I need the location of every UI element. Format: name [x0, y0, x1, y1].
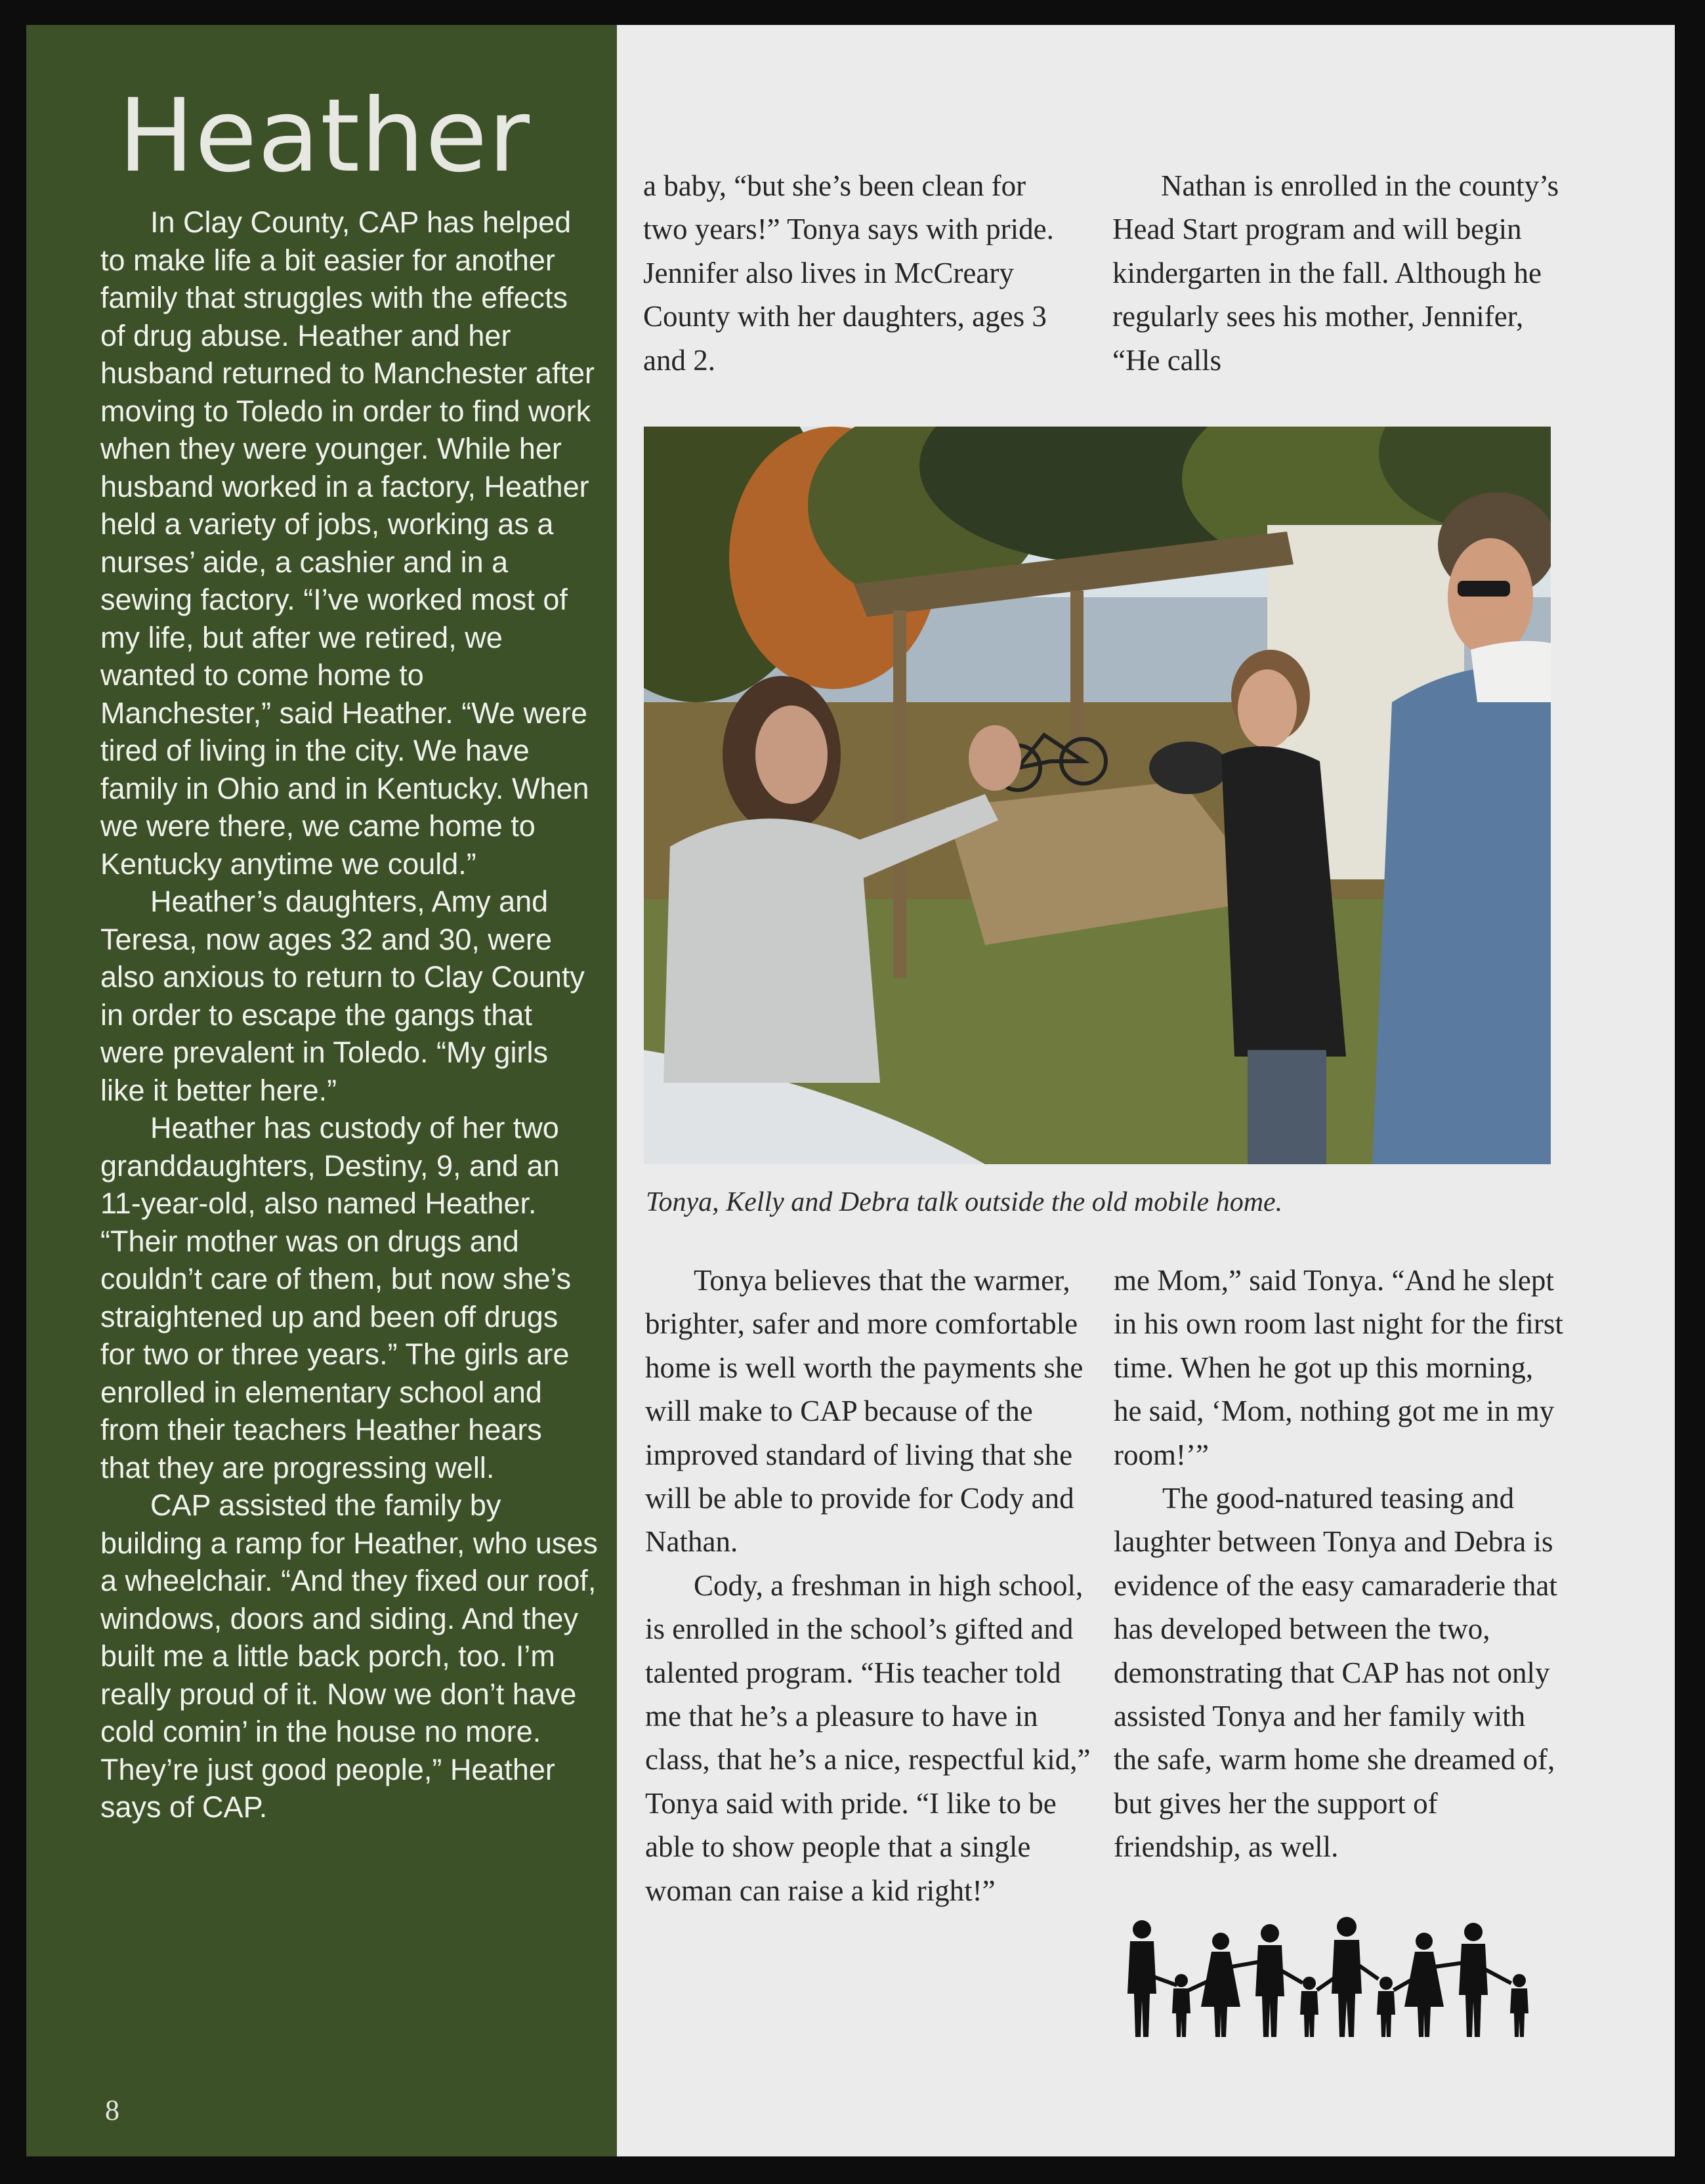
- article-paragraph: The good-natured teasing and laughter between Tonya and Debra is evidence of the easy camaraderie that has developed between the two, demonstrating that CAP has not only assisted Tonya and her family with the safe, warm home she dreamed of, but gives her the support of friendship, as well.: [1114, 1482, 1557, 1864]
- sidebar-title: Heather: [118, 77, 530, 195]
- article-column-top-right: [1112, 164, 1565, 382]
- article-photo: [644, 427, 1551, 1164]
- article-column-bottom-right: [1114, 1259, 1567, 1869]
- page-number: 8: [105, 2094, 119, 2126]
- article-column-top-left: [643, 164, 1076, 382]
- magazine-page: [26, 25, 1675, 2156]
- sidebar-paragraph: Heather’s daughters, Amy and Teresa, now ages 32 and 30, were also anxious to return to Clay County in order to escape the gangs that were prevalent in Toledo. “My girls like it better here.”: [100, 885, 585, 1107]
- article-paragraph: a baby, “but she’s been clean for two years!” Tonya says with pride. Jennifer also lives in McCreary County with her daughters, ages 3 and 2.: [643, 169, 1054, 377]
- photo-caption: Tonya, Kelly and Debra talk outside the old mobile home.: [646, 1187, 1283, 1217]
- article-column-bottom-left: [645, 1259, 1091, 1912]
- article-paragraph: me Mom,” said Tonya. “And he slept in his own room last night for the first time. When he got up this morning, he said, ‘Mom, nothing got me in my room!’”: [1114, 1264, 1563, 1471]
- article-paragraph: Nathan is enrolled in the county’s Head Start program and will begin kindergarten in the fall. Although he regularly sees his mother, Jennifer, “He calls: [1112, 169, 1559, 377]
- article-paragraph: Cody, a freshman in high school, is enrolled in the school’s gifted and talented program. “His teacher told me that he’s a pleasure to have in class, that he’s a nice, respectful kid,” Tonya said with pride. “I like to be able to show people that a single woman can raise a kid right!”: [645, 1568, 1091, 1907]
- sidebar-paragraph: Heather has custody of her two granddaughters, Destiny, 9, and an 11-year-old, also named Heather. “Their mother was on drugs and couldn’t care of them, but now she’s straightened up and been off drugs for two or three years.” The girls are enrolled in elementary school and from their teachers Heather hears that they are progressing well.: [100, 1111, 572, 1484]
- sidebar-paragraph: In Clay County, CAP has helped to make life a bit easier for another family that struggles with the effects of drug abuse. Heather and her husband returned to Manchester after moving to Toledo in order to find work when they were younger. While her husband worked in a factory, Heather held a variety of jobs, working as a nurses’ aide, a cashier and in a sewing factory. “I’ve worked most of my life, but after we retired, we wanted to come home to Manchester,” said Heather. “We were tired of living in the city. We have family in Ohio and in Kentucky. When we were there, we came home to Kentucky anytime we could.”: [100, 205, 595, 881]
- family-silhouette-icon: [1116, 1915, 1549, 2040]
- sidebar-panel: [26, 25, 617, 2156]
- sidebar-paragraph: CAP assisted the family by building a ramp for Heather, who uses a wheelchair. “And they fixed our roof, windows, doors and siding. And they built me a little back porch, too. I’m really proud of it. Now we don’t have cold comin’ in the house no more. They’re just good people,” Heather says of CAP.: [100, 1488, 598, 1824]
- article-paragraph: Tonya believes that the warmer, brighter, safer and more comfortable home is well worth the payments she will make to CAP because of the improved standard of living that she will be able to provide for Cody and Nathan.: [645, 1264, 1084, 1559]
- sidebar-body: [100, 203, 599, 1826]
